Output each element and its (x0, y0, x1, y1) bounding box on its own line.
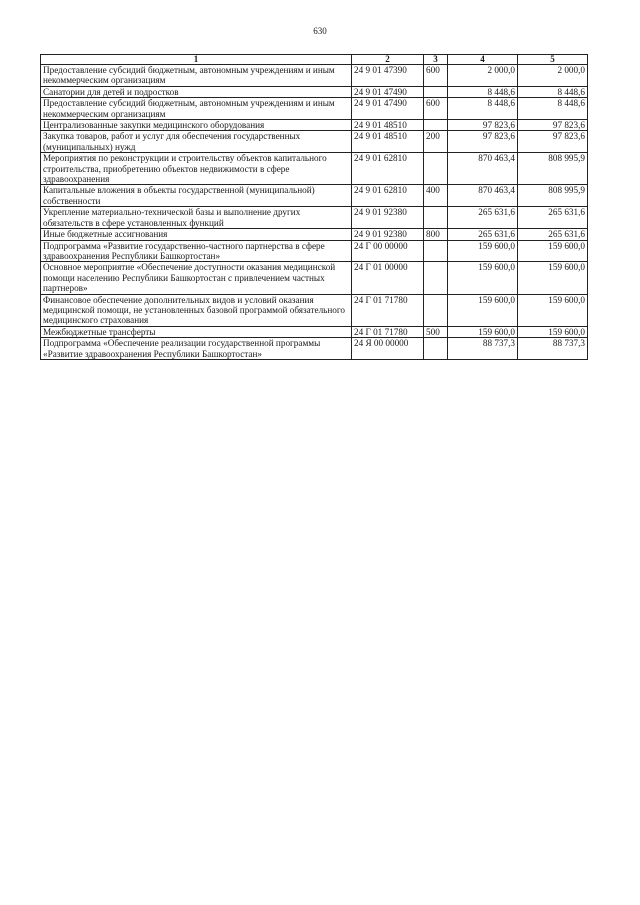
row-type: 600 (424, 98, 448, 120)
row-type (424, 262, 448, 294)
row-value-1: 159 600,0 (448, 326, 518, 337)
table-row (41, 120, 588, 131)
row-value-2: 159 600,0 (518, 240, 588, 262)
table-row (41, 240, 588, 262)
row-code: 24 Г 01 71780 (352, 326, 424, 337)
table-row (41, 131, 588, 153)
row-value-1: 88 737,3 (448, 338, 518, 360)
row-name: Централизованные закупки медицинского оборудования (41, 120, 352, 131)
row-value-2: 97 823,6 (518, 120, 588, 131)
table-row (41, 185, 588, 207)
row-code: 24 Я 00 00000 (352, 338, 424, 360)
row-value-1: 870 463,4 (448, 185, 518, 207)
row-type: 800 (424, 229, 448, 240)
table-row (41, 229, 588, 240)
header-col-4: 4 (448, 55, 518, 65)
row-value-2: 8 448,6 (518, 86, 588, 97)
table-row (41, 262, 588, 294)
row-value-2: 265 631,6 (518, 229, 588, 240)
row-code: 24 Г 00 00000 (352, 240, 424, 262)
row-type (424, 338, 448, 360)
row-value-1: 159 600,0 (448, 262, 518, 294)
row-value-1: 97 823,6 (448, 120, 518, 131)
table-row (41, 65, 588, 87)
row-type (424, 207, 448, 229)
table-row (41, 98, 588, 120)
row-value-1: 2 000,0 (448, 65, 518, 87)
row-code: 24 9 01 62810 (352, 153, 424, 185)
header-col-3: 3 (424, 55, 448, 65)
row-value-2: 2 000,0 (518, 65, 588, 87)
row-name: Мероприятия по реконструкции и строительству объектов капитального строительства, приобретению объектов недвижимости в сфере здравоохранения (41, 153, 352, 185)
row-code: 24 9 01 92380 (352, 207, 424, 229)
row-code: 24 9 01 47490 (352, 98, 424, 120)
row-type (424, 120, 448, 131)
row-type: 400 (424, 185, 448, 207)
row-code: 24 9 01 92380 (352, 229, 424, 240)
table-row (41, 153, 588, 185)
row-code: 24 9 01 47390 (352, 65, 424, 87)
budget-table (40, 54, 588, 360)
row-type: 200 (424, 131, 448, 153)
row-name: Предоставление субсидий бюджетным, автономным учреждениям и иным некоммерческим организациям (41, 65, 352, 87)
table-row (41, 86, 588, 97)
row-value-2: 159 600,0 (518, 294, 588, 326)
table-row (41, 326, 588, 337)
row-value-1: 159 600,0 (448, 240, 518, 262)
row-value-1: 97 823,6 (448, 131, 518, 153)
row-value-2: 265 631,6 (518, 207, 588, 229)
row-value-1: 159 600,0 (448, 294, 518, 326)
row-value-1: 8 448,6 (448, 98, 518, 120)
row-name: Санатории для детей и подростков (41, 86, 352, 97)
header-col-2: 2 (352, 55, 424, 65)
row-type (424, 153, 448, 185)
table-row (41, 294, 588, 326)
row-name: Закупка товаров, работ и услуг для обеспечения государственных (муниципальных) нужд (41, 131, 352, 153)
row-code: 24 9 01 48510 (352, 120, 424, 131)
table-row (41, 338, 588, 360)
page-number: 630 (313, 26, 327, 36)
row-type: 500 (424, 326, 448, 337)
header-col-5: 5 (518, 55, 588, 65)
row-value-1: 265 631,6 (448, 207, 518, 229)
row-type: 600 (424, 65, 448, 87)
row-code: 24 9 01 47490 (352, 86, 424, 97)
row-value-2: 88 737,3 (518, 338, 588, 360)
row-value-1: 265 631,6 (448, 229, 518, 240)
row-value-2: 159 600,0 (518, 326, 588, 337)
row-value-1: 870 463,4 (448, 153, 518, 185)
table-header-row (41, 55, 588, 65)
row-type (424, 86, 448, 97)
row-value-2: 808 995,9 (518, 185, 588, 207)
row-value-2: 808 995,9 (518, 153, 588, 185)
row-code: 24 Г 01 00000 (352, 262, 424, 294)
row-value-2: 8 448,6 (518, 98, 588, 120)
row-name: Основное мероприятие «Обеспечение доступности оказания медицинской помощи населению Республики Башкортостан с привлечением частных партнеров» (41, 262, 352, 294)
row-name: Подпрограмма «Развитие государственно-частного партнерства в сфере здравоохранения Республики Башкортостан» (41, 240, 352, 262)
row-name: Иные бюджетные ассигнования (41, 229, 352, 240)
row-type (424, 240, 448, 262)
row-name: Межбюджетные трансферты (41, 326, 352, 337)
row-name: Укрепление материально-технической базы и выполнение других обязательств в сфере установленных функций (41, 207, 352, 229)
row-value-1: 8 448,6 (448, 86, 518, 97)
header-col-1: 1 (41, 55, 352, 65)
row-name: Финансовое обеспечение дополнительных видов и условий оказания медицинской помощи, не установленных базовой программой обязательного медицинского страхования (41, 294, 352, 326)
row-name: Предоставление субсидий бюджетным, автономным учреждениям и иным некоммерческим организациям (41, 98, 352, 120)
row-code: 24 9 01 62810 (352, 185, 424, 207)
row-name: Капитальные вложения в объекты государственной (муниципальной) собственности (41, 185, 352, 207)
table-row (41, 207, 588, 229)
row-type (424, 294, 448, 326)
row-value-2: 97 823,6 (518, 131, 588, 153)
row-code: 24 9 01 48510 (352, 131, 424, 153)
row-name: Подпрограмма «Обеспечение реализации государственной программы «Развитие здравоохранения Республики Башкортостан» (41, 338, 352, 360)
row-code: 24 Г 01 71780 (352, 294, 424, 326)
row-value-2: 159 600,0 (518, 262, 588, 294)
